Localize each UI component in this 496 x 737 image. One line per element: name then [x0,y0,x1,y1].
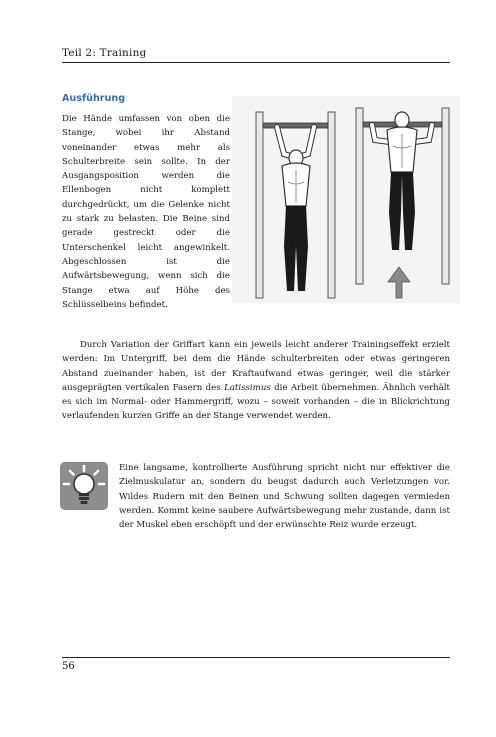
paragraph-text: die Arbeit übernehmen. Ähnlich verhält es sich im Normal- oder Hammergriff, wozu – soweit vorhanden – die in Blickrichtung verlaufenden kurzen Griffe an der Stange verwendet werden. [62,382,450,422]
right-post [442,108,449,284]
lightbulb-icon [60,462,108,510]
header-divider [62,62,450,63]
pull-up-illustration [232,96,460,303]
up-arrow-icon [388,267,410,298]
left-post [256,112,263,298]
right-post [356,108,363,284]
running-header: Teil 2: Training [62,47,147,59]
muscle-term: Latissimus [224,382,271,393]
tip-paragraph: Eine langsame, kontrollierte Ausführung spricht nicht nur effektiver die Zielmuskulatur an, sondern du beugst dadurch auch Verletzungen vor. Wildes Rudern mit den Beinen und Schwung sollten dagegen vermieden werden. Kommt keine saubere Aufwärtsbewegung mehr zustande, dann ist der Muskel eben erschöpft und der erwünschte Reiz wurde erzeugt. [119,463,450,531]
page-number: 56 [62,661,75,672]
grip-variation-paragraph [62,338,450,424]
intro-paragraph: Die Hände umfassen von oben die Stange, wobei ihr Abstand voneinander etwas mehr als Schulterbreite sein sollte. In der Ausgangsposition werden die Ellenbogen nicht komplett durchgedrückt, um die Gelenke nicht zu stark zu belasten. Die Beine sind gerade gestreckt oder die Unterschenkel leicht angewinkelt. Abgeschlossen ist die Aufwärtsbewegung, wenn sich die Stange etwa auf Höhe des Schlüsselbeins befindet. [62,114,230,310]
left-bar [263,123,328,128]
paragraph-text: Durch Variation der Griffart kann ein jeweils leicht anderer Trainingseffekt erzielt werden: Im Untergriff, bei dem die Hände schulterbreiten oder etwas geringeren Abstand zueinander haben, ist der Kraftaufwand etwas geringer, weil die stärker ausgeprägten vertikalen Fasern des [62,340,450,393]
left-post [328,112,335,298]
section-heading: Ausführung [62,93,126,104]
footer-divider [62,657,450,658]
